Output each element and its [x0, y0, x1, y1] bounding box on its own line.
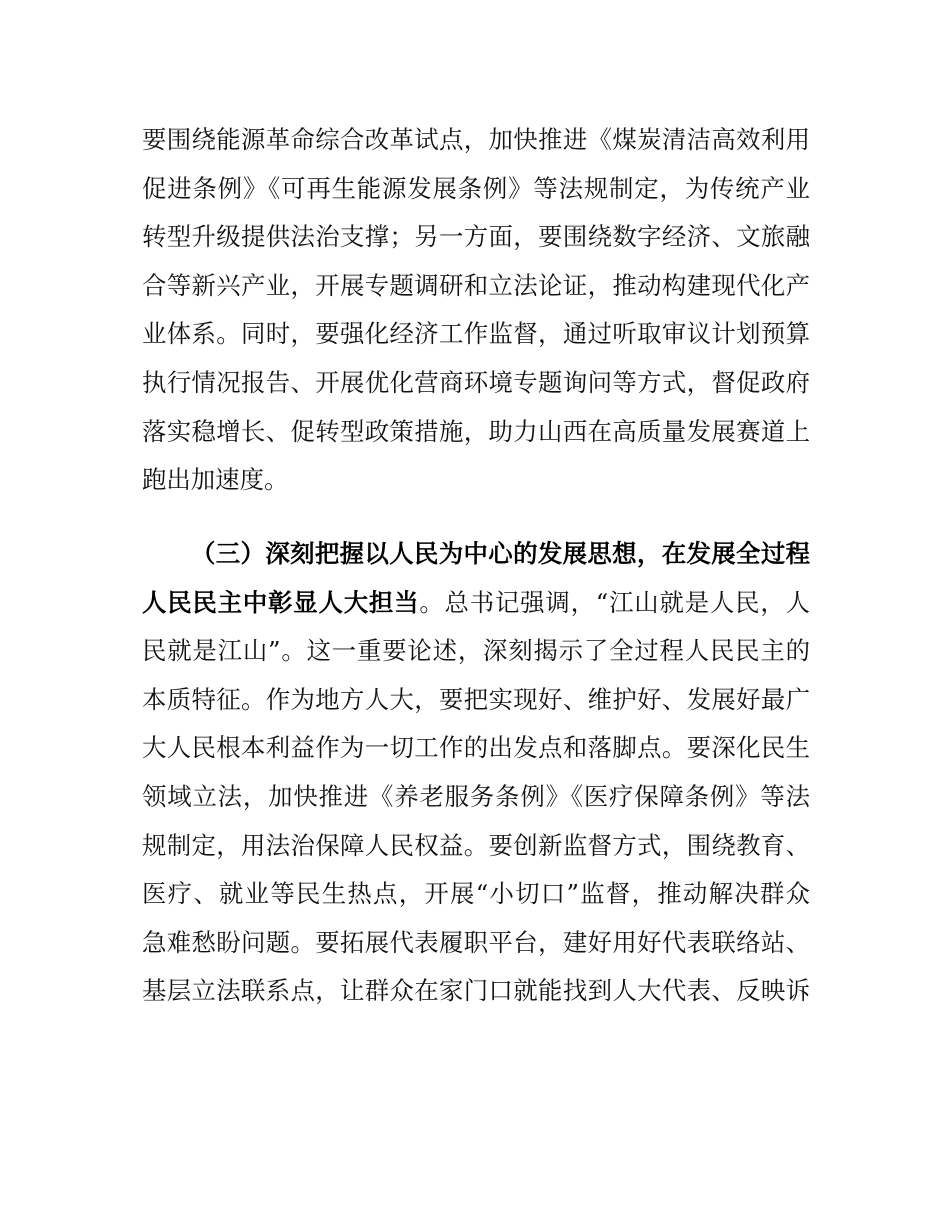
text-line: 执行情况报告、开展优化营商环境专题询问等方式，督促政府 — [142, 367, 810, 397]
text-line: 大人民根本利益作为一切工作的出发点和落脚点。要深化民生 — [142, 733, 810, 763]
text-line: 基层立法联系点，让群众在家门口就能找到人大代表、反映诉 — [142, 976, 810, 1006]
text-line: 跑出加速度。 — [142, 465, 289, 495]
text-line: 急难愁盼问题。要拓展代表履职平台，建好用好代表联络站、 — [142, 927, 810, 957]
text-line: 落实稳增长、促转型政策措施，助力山西在高质量发展赛道上 — [142, 416, 810, 446]
text-line: 医疗、就业等民生热点，开展“小切口”监督，推动解决群众 — [142, 879, 810, 909]
text-span: 。总书记强调，“江山就是人民，人 — [419, 587, 810, 617]
section-heading-continuation: 人民民主中彰显人大担当 — [142, 587, 420, 617]
text-line: 要围绕能源革命综合改革试点，加快推进《煤炭清洁高效利用 — [142, 125, 810, 154]
paragraph-economy — [142, 116, 810, 505]
section-heading-line: （三）深刻把握以人民为中心的发展思想，在发展全过程 — [191, 539, 810, 568]
text-line: 合等新兴产业，开展专题调研和立法论证，推动构建现代化产 — [142, 270, 810, 300]
text-line: 本质特征。作为地方人大，要把实现好、维护好、发展好最广 — [142, 684, 810, 714]
text-line: 转型升级提供法治支撑；另一方面，要围绕数字经济、文旅融 — [142, 222, 810, 252]
text-line: 规制定，用法治保障人民权益。要创新监督方式，围绕教育、 — [142, 830, 810, 860]
paragraph-people-centered — [142, 530, 810, 1016]
text-line: 领域立法，加快推进《养老服务条例》《医疗保障条例》等法 — [142, 781, 810, 811]
text-line: 业体系。同时，要强化经济工作监督，通过听取审议计划预算 — [142, 319, 810, 349]
text-line — [142, 579, 810, 628]
text-line: 促进条例》《可再生能源发展条例》等法规制定，为传统产业 — [142, 173, 810, 203]
text-line: 民就是江山”。这一重要论述，深刻揭示了全过程人民民主的 — [142, 636, 810, 666]
